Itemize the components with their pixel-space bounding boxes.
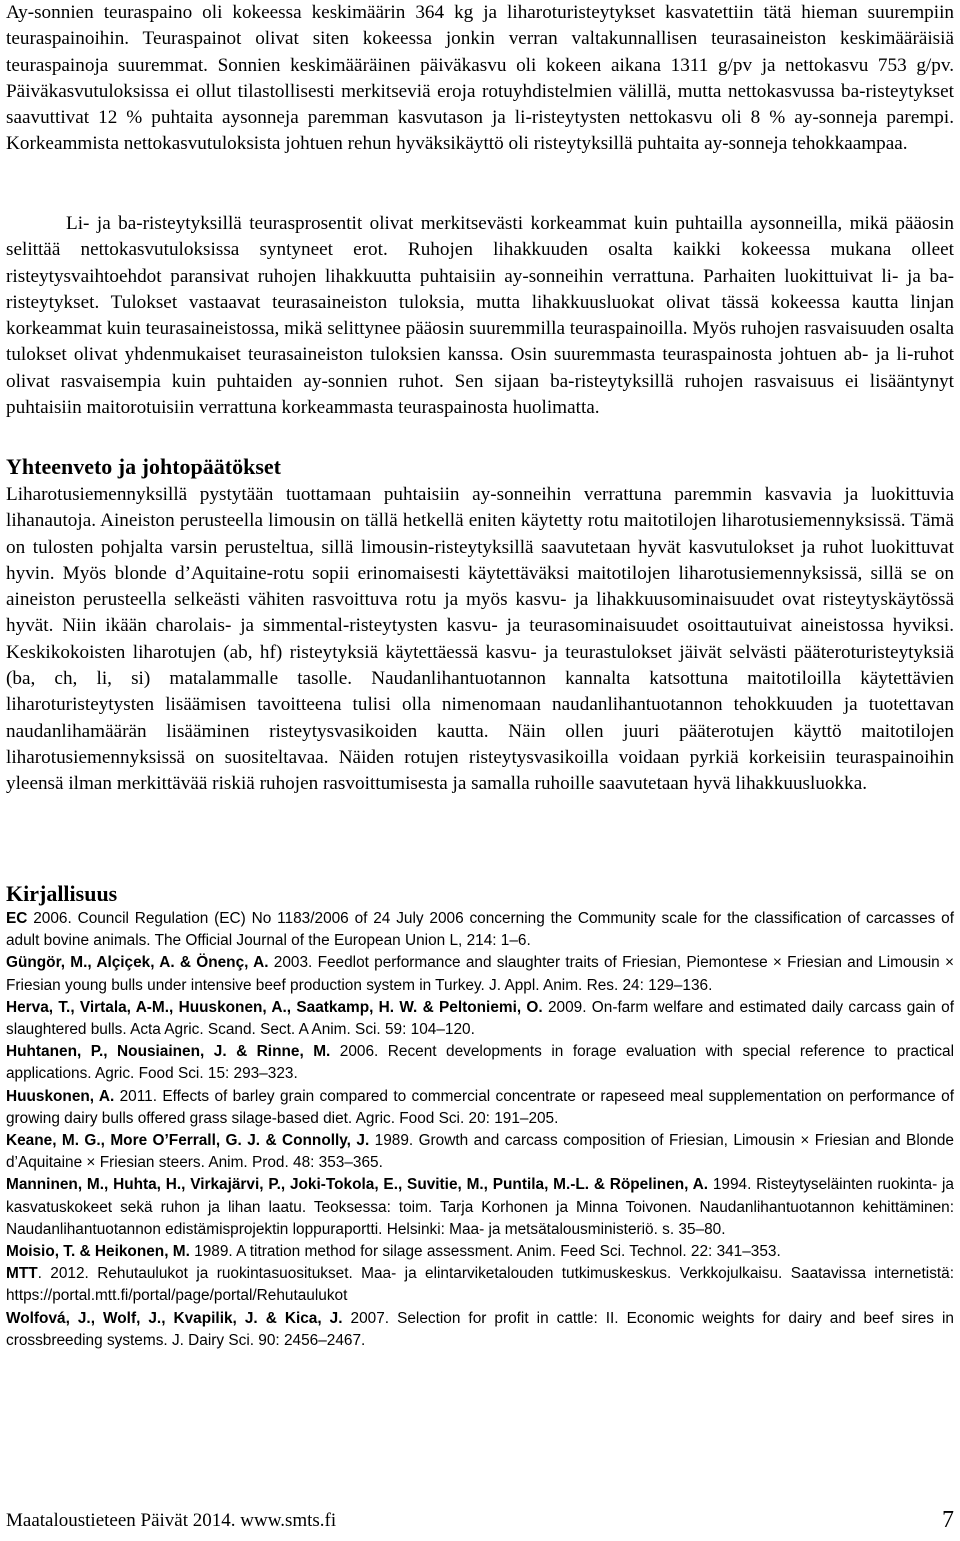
reference-item	[6, 1263, 954, 1307]
document-page	[6, 0, 954, 1541]
reference-text: 1994. Risteytyseläinten ruokinta- ja kasvatuskokeet sekä ruhon ja lihan laatu. Teoksessa: toim. Tarja Korhonen ja Minna Toivonen. Naudanlihantuotannon kehittäminen: Naudanlihantuotannon edistämisprojektin loppuraportti. Helsinki: Maa- ja metsätalousministeriö. s. 35–80.	[6, 1176, 954, 1238]
reference-item	[6, 1130, 954, 1174]
results-paragraph-2: Li- ja ba-risteytyksillä teurasprosentit olivat merkitsevästi korkeammat kuin puhtailla aysonneilla, mikä pääosin selittää nettokasvutuloksissa syntyneet erot. Ruhojen lihakkuuden osalta kaikki kokeessa mukana olleet risteytysvaihtoehdot paransivat ruhojen lihakkuutta puhtaisiin ay-sonneihin verrattuna. Parhaiten luokittuivat li- ja ba-risteytykset. Tulokset vastaavat teurasaineiston tuloksia, mutta lihakkuusluokat olivat tässä kokeessa kautta linjan korkeammat kuin teurasaineistossa, mikä selittynee pääosin suuremmilla teuraspainoilla. Myös ruhojen rasvaisuuden osalta tulokset olivat yhdenmukaiset teurasaineiston tuloksien kanssa. Osin suuremmasta teuraspainosta johtuen ab- ja li-ruhot olivat rasvaisempia kuin puhtaiden ay-sonnien ruhot. Sen sijaan ba-risteytyksillä ruhojen rasvaisuus ei lisääntynyt puhtaisiin maitorotuisiin verrattuna korkeammasta teuraspainosta huolimatta.	[6, 213, 954, 419]
reference-item	[6, 997, 954, 1041]
references-heading: Kirjallisuus	[6, 881, 118, 906]
reference-authors: Keane, M. G., More O’Ferrall, G. J. & Connolly, J.	[6, 1132, 370, 1150]
reference-item	[6, 1241, 954, 1263]
reference-authors: Manninen, M., Huhta, H., Virkajärvi, P., Joki-Tokola, E., Suvitie, M., Puntila, M.-L. & Röpelinen, A.	[6, 1176, 709, 1194]
reference-authors: Wolfová, J., Wolf, J., Kvapilik, J. & Kica, J.	[6, 1309, 343, 1327]
reference-item	[6, 1174, 954, 1241]
summary-heading: Yhteenveto ja johtopäätökset	[6, 454, 281, 479]
reference-item	[6, 952, 954, 996]
reference-text: 1989. Growth and carcass composition of Friesian, Limousin × Friesian and Blonde d’Aquitaine × Friesian steers. Anim. Prod. 48: 353–365.	[6, 1132, 954, 1172]
reference-item	[6, 908, 954, 952]
reference-text: 2006. Recent developments in forage evaluation with special reference to practical applications. Agric. Food Sci. 15: 293–323.	[6, 1043, 955, 1083]
reference-text: 2011. Effects of barley grain compared to commercial concentrate or rapeseed meal supplementation on performance of growing dairy bulls offered grass silage-based diet. Agric. Food Sci. 20: 191–205.	[6, 1087, 955, 1127]
reference-text: 2009. On-farm welfare and estimated daily carcass gain of slaughtered bulls. Acta Agric. Scand. Sect. A Anim. Sci. 59: 104–120.	[6, 998, 954, 1039]
results-paragraph-1: Ay-sonnien teuraspaino oli kokeessa keskimäärin 364 kg ja liharoturisteytykset kasvatettiin tätä hieman suurempiin teuraspainoihin. Teuraspainot olivat siten kokeessa jonkin verran valtakunnallisen teurasaineiston keskimääräisiä teuraspainoja suuremmat. Sonnien keskimääräinen päiväkasvu oli kokeen aikana 1311 g/pv ja nettokasvu 753 g/pv. Päiväkasvutuloksissa ei ollut tilastollisesti merkitseviä eroja rotuyhdistelmien välillä, mutta nettokasvussa ba-risteytykset saavuttivat 12 % puhtaita aysonneja paremman kasvutason ja li-risteytysten nettokasvu oli 8 % ay-sonneja parempi. Korkeammista nettokasvutuloksista johtuen rehun hyväksikäyttö oli risteytyksillä puhtaita ay-sonneja tehokkaampaa.	[6, 2, 954, 155]
reference-text: . 2012. Rehutaulukot ja ruokintasuositukset. Maa- ja elintarviketalouden tutkimuskeskus. Verkkojulkaisu. Saatavissa internetistä: https://portal.mtt.fi/portal/page/portal/Rehutaulukot	[6, 1265, 954, 1305]
reference-text: 2006. Council Regulation (EC) No 1183/2006 of 24 July 2006 concerning the Community scale for the classification of carcasses of adult bovine animals. The Official Journal of the European Union L, 214: 1–6.	[6, 910, 954, 950]
reference-authors: Herva, T., Virtala, A-M., Huuskonen, A., Saatkamp, H. W. & Peltoniemi, O.	[6, 998, 543, 1016]
reference-text: 2007. Selection for profit in cattle: II. Economic weights for dairy and beef sires in crossbreeding systems. J. Dairy Sci. 90: 2456–2467.	[6, 1309, 954, 1349]
page-number: 7	[942, 1507, 954, 1533]
reference-text: 1989. A titration method for silage assessment. Anim. Feed Sci. Technol. 22: 341–353.	[189, 1243, 781, 1261]
footer-journal-text: Maataloustieteen Päivät 2014. www.smts.fi	[6, 1510, 337, 1531]
reference-authors: Huhtanen, P., Nousiainen, J. & Rinne, M.	[6, 1043, 331, 1061]
reference-item	[6, 1041, 954, 1085]
reference-item	[6, 1086, 954, 1130]
page-footer	[6, 1507, 954, 1537]
reference-authors: EC	[6, 910, 28, 927]
reference-text: 2003. Feedlot performance and slaughter traits of Friesian, Piemontese × Friesian and Limousin × Friesian young bulls under intensive beef production system in Turkey. J. Appl. Anim. Res. 24: 129–136.	[6, 954, 954, 994]
reference-authors: Güngör, M., Alçiçek, A. & Önenç, A.	[6, 954, 269, 972]
reference-authors: Huuskonen, A.	[6, 1087, 115, 1105]
reference-list	[6, 908, 954, 1352]
reference-authors: MTT	[6, 1265, 38, 1283]
reference-item	[6, 1308, 954, 1352]
summary-paragraph: Liharotusiemennyksillä pystytään tuottamaan puhtaisiin ay-sonneihin verrattuna paremmin kasvavia ja luokittuvia lihanautoja. Aineiston perusteella limousin on tällä hetkellä eniten käytetty rotu maitotilojen liharotusiemennyksissä. Tämä on tulosten pohjalta varsin perusteltua, sillä limousin-risteytyksillä saavutetaan hyvät kasvutulokset ja ruhot luokittuvat hyvin. Myös blonde d’Aquitaine-rotu sopii erinomaisesti käytettäväksi maitotilojen liharotusiemennyksissä, sillä se on aineiston perusteella selkeästi vähiten rasvoittuva rotu ja myös kasvu- ja lihakkuusominaisuudet ovat risteytyskäytössä hyvät. Niin ikään charolais- ja simmental-risteytysten kasvu- ja teurasominaisuudet osoittautuivat aineistossa hyviksi. Keskikokoisten liharotujen (ab, hf) risteytyksiä käytettäessä kasvu- ja teurastulokset jäivät selvästi pääteroturisteytyksiä (ba, ch, li, si) matalammalle tasolle. Naudanlihantuotannon kannalta katsottuna maitotiloilla käytettävien liharoturisteytysten lisäämisen tavoitteena tulisi olla nimenomaan naudanlihantuotannon tehokkuuden ja tuotettavan naudanlihamäärän lisääminen risteytysvasikoiden kautta. Näin ollen juuri pääterotujen käyttö maitotilojen liharotusiemennyksissä on suositeltavaa. Näiden rotujen risteytysvasikoilla voidaan pyrkiä korkeisiin teuraspainoihin yleensä ilman merkittävää riskiä ruhojen rasvoittumisesta ja samalla ruhoille saavutetaan hyvä lihakkuusluokka.	[6, 484, 954, 795]
reference-authors: Moisio, T. & Heikonen, M.	[6, 1243, 190, 1261]
